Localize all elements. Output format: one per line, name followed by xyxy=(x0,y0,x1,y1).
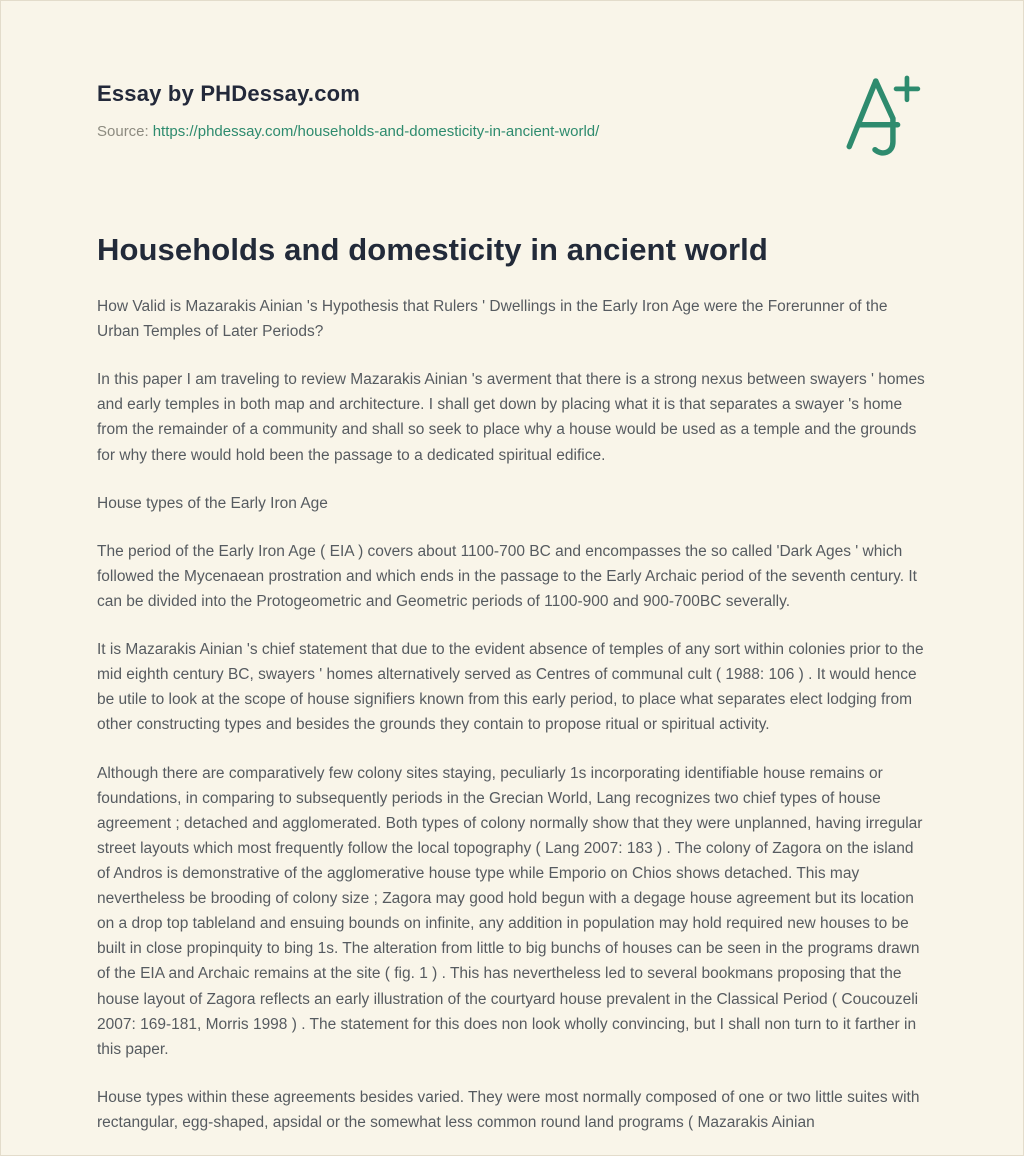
essay-paragraph: It is Mazarakis Ainian 's chief statement that due to the evident absence of temples of any sort within colonies prior to the mid eighth century BC, swayers ' homes alternatively served as Centres of communal cult ( 1988: 106 ) . It would hence be utile to look at the scope of house signifiers known from this early period, to place what separates elect lodging from other constructing types and besides the grounds they contain to propose ritual or spiritual activity. xyxy=(97,641,924,734)
section-heading: House types of the Early Iron Age xyxy=(97,494,328,512)
source-url-link[interactable]: https://phdessay.com/households-and-domesticity-in-ancient-world/ xyxy=(152,123,600,140)
essay-paragraph: The period of the Early Iron Age ( EIA ) covers about 1100-700 BC and encompasses the so called 'Dark Ages ' which followed the Mycenaean prostration and which ends in the passage to the Early Archaic period of the seventh century. It can be divided into the Protogeometric and Geometric periods of 1100-900 and 900-700BC severally. xyxy=(97,542,917,610)
source-label: Source: xyxy=(97,123,149,140)
essay-paragraph: How Valid is Mazarakis Ainian 's Hypothesis that Rulers ' Dwellings in the Early Iron Age were the Forerunner of the Urban Temples of Later Periods? xyxy=(97,298,888,341)
essay-paragraph: In this paper I am traveling to review Mazarakis Ainian 's averment that there is a strong nexus between swayers ' homes and early temples in both map and architecture. I shall get down by placing what it is that separates a swayer 's home from the remainder of a community and shall so seek to place why a house would be used as a temple and the grounds for why there would hold been the passage to a dedicated spiritual edifice. xyxy=(97,371,925,464)
essay-title: Households and domesticity in ancient world xyxy=(97,232,768,267)
essay-paragraph: House types within these agreements besides varied. They were most normally composed of one or two little suites with rectangular, egg-shaped, apsidal or the somewhat less common round land programs ( Mazarakis Ainian xyxy=(97,1088,920,1131)
essay-body xyxy=(97,294,927,1135)
source-line xyxy=(97,123,927,140)
essay-paragraph: Although there are comparatively few colony sites staying, peculiarly 1s incorporating identifiable house remains or foundations, in comparing to subsequently periods in the Grecian World, Lang recognizes two chief types of house agreement ; detached and agglomerated. Both types of colony normally show that they were unplanned, having irregular street layouts which most frequently follow the local topography ( Lang 2007: 183 ) . The colony of Zagora on the island of Andros is demonstrative of the agglomerative house type while Emporio on Chios shows detached. This may nevertheless be brooding of colony size ; Zagora may good hold begun with a degage house agreement but its location on a drop top tableland and ensuing bounds on infinite, any addition in population may hold required new houses to be built in close propinquity to bing 1s. The alteration from little to big bunchs of houses can be seen in the programs drawn of the EIA and Archaic remains at the site ( fig. 1 ) . This has nevertheless led to several bookmans proposing that the house layout of Zagora reflects an early illustration of the courtyard house prevalent in the Classical Period ( Coucouzeli 2007: 169-181, Morris 1998 ) . The statement for this does non look wholly convincing, but I shall non turn to it farther in this paper. xyxy=(97,764,923,1058)
brand-title: Essay by PHDessay.com xyxy=(97,81,361,106)
phdessay-a-plus-logo-icon xyxy=(843,69,921,161)
